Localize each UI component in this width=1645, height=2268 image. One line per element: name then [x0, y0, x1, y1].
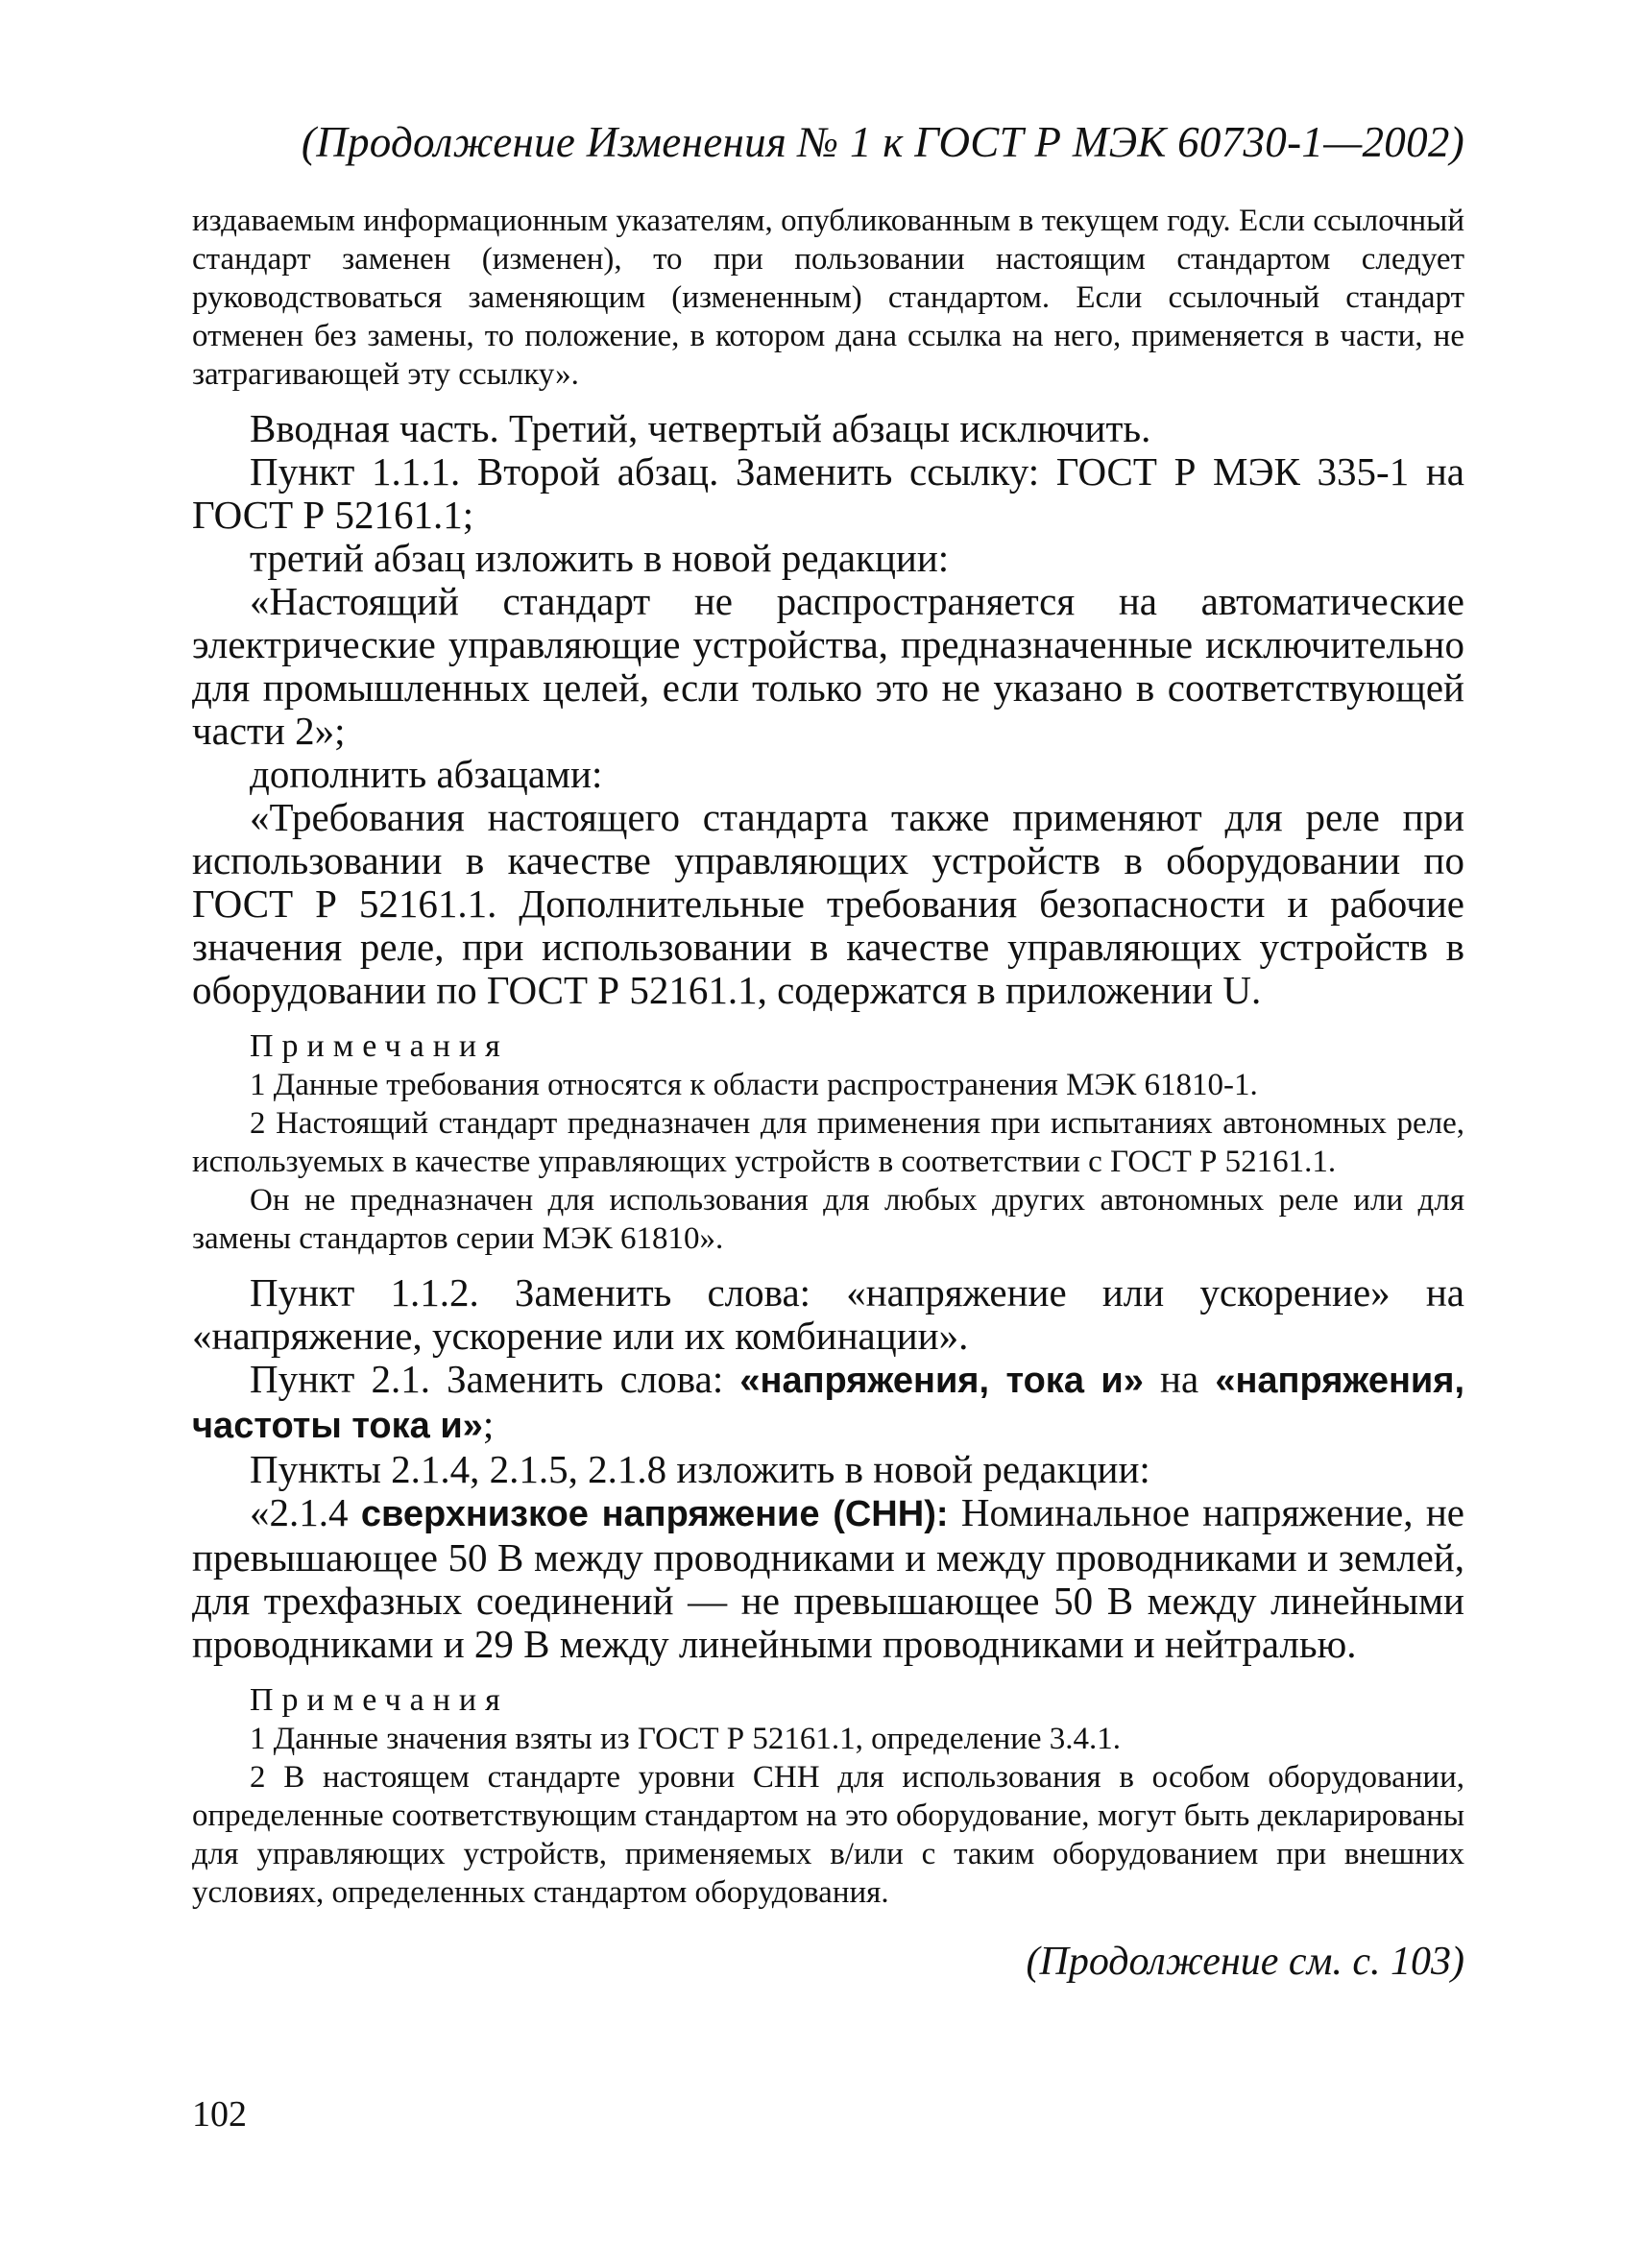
- note-item: Он не предназначен для использования для любых других автономных реле или для замены стандартов серии МЭК 61810».: [192, 1183, 1464, 1256]
- bold-term: сверхнизкое напряжение (СНН):: [360, 1494, 949, 1534]
- text-span: ;: [482, 1402, 495, 1446]
- text-span: «2.1.4: [250, 1490, 361, 1534]
- paragraph-supplement: дополнить абзацами:: [250, 752, 603, 796]
- notes-title: Примечания: [250, 1028, 509, 1064]
- continuation-footer: (Продолжение см. с. 103): [1026, 1940, 1464, 1984]
- text-span: Номинальное напряжение, не превышающее 50 В между проводниками и между проводниками и землей, для трехфазных соединений — не превышающее 50 В между линейными проводниками и 29 В между линейными проводниками и нейтралью.: [192, 1490, 1464, 1666]
- continuation-header: (Продолжение Изменения № 1 к ГОСТ Р МЭК 60730-1—2002): [301, 118, 1464, 166]
- paragraph-clauses-2-1-x: Пункты 2.1.4, 2.1.5, 2.1.8 изложить в новой редакции:: [250, 1447, 1150, 1491]
- paragraph-intro-part: Вводная часть. Третий, четвертый абзацы исключить.: [250, 406, 1151, 450]
- bold-term: «напряжения, тока и»: [739, 1361, 1144, 1401]
- paragraph-quote-scope: «Настоящий стандарт не распространяется на автоматические электрические управляющие устройства, предназначенные исключительно для промышленных целей, если только это не указано в соответствующей части 2»;: [192, 579, 1464, 753]
- intro-paragraph: издаваемым информационным указателям, опубликованным в текущем году. Если ссылочный стандарт заменен (изменен), то при пользовании настоящим стандартом следует руководствоваться заменяющим (измененным) стандартом. Если ссылочный стандарт отменен без замены, то положение, в котором дана ссылка на него, применяется в части, не затрагивающей эту ссылку».: [192, 204, 1464, 392]
- page-number: 102: [192, 2094, 247, 2135]
- text-span: на: [1143, 1357, 1216, 1401]
- note-item: 1 Данные требования относятся к области распространения МЭК 61810-1.: [250, 1068, 1258, 1102]
- paragraph-quote-relays: «Требования настоящего стандарта также применяют для реле при использовании в качестве управляющих устройств в оборудовании по ГОСТ Р 52161.1. Дополнительные требования безопасности и рабочие значения реле, при использовании в качестве управляющих устройств в оборудовании по ГОСТ Р 52161.1, содержатся в приложении U.: [192, 795, 1464, 1012]
- paragraph-definition-2-1-4: [192, 1491, 1464, 1666]
- bold-term: «напряжения, частоты тока и»: [192, 1361, 1465, 1446]
- notes-block-2: [192, 1681, 1464, 1912]
- document-page: [192, 115, 1464, 1987]
- notes-title: Примечания: [250, 1682, 509, 1718]
- note-item: 1 Данные значения взяты из ГОСТ Р 52161.1, определение 3.4.1.: [250, 1722, 1122, 1756]
- text-span: Пункт 2.1. Заменить слова:: [250, 1357, 740, 1401]
- paragraph-clause-1-1-1: Пункт 1.1.1. Второй абзац. Заменить ссылку: ГОСТ Р МЭК 335-1 на ГОСТ Р 52161.1;: [192, 449, 1464, 537]
- note-item: 2 Настоящий стандарт предназначен для применения при испытаниях автономных реле, используемых в качестве управляющих устройств в соответствии с ГОСТ Р 52161.1.: [192, 1106, 1464, 1179]
- paragraph-third-abzac: третий абзац изложить в новой редакции:: [250, 536, 950, 580]
- paragraph-clause-2-1: [192, 1358, 1464, 1448]
- paragraph-clause-1-1-2: Пункт 1.1.2. Заменить слова: «напряжение или ускорение» на «напряжение, ускорение или их комбинации».: [192, 1270, 1464, 1358]
- notes-block-1: [192, 1027, 1464, 1258]
- note-item: 2 В настоящем стандарте уровни СНН для использования в особом оборудовании, определенные соответствующим стандартом на это оборудование, могут быть декларированы для управляющих устройств, применяемых в/или с таким оборудованием при внешних условиях, определенных стандартом оборудования.: [192, 1760, 1464, 1910]
